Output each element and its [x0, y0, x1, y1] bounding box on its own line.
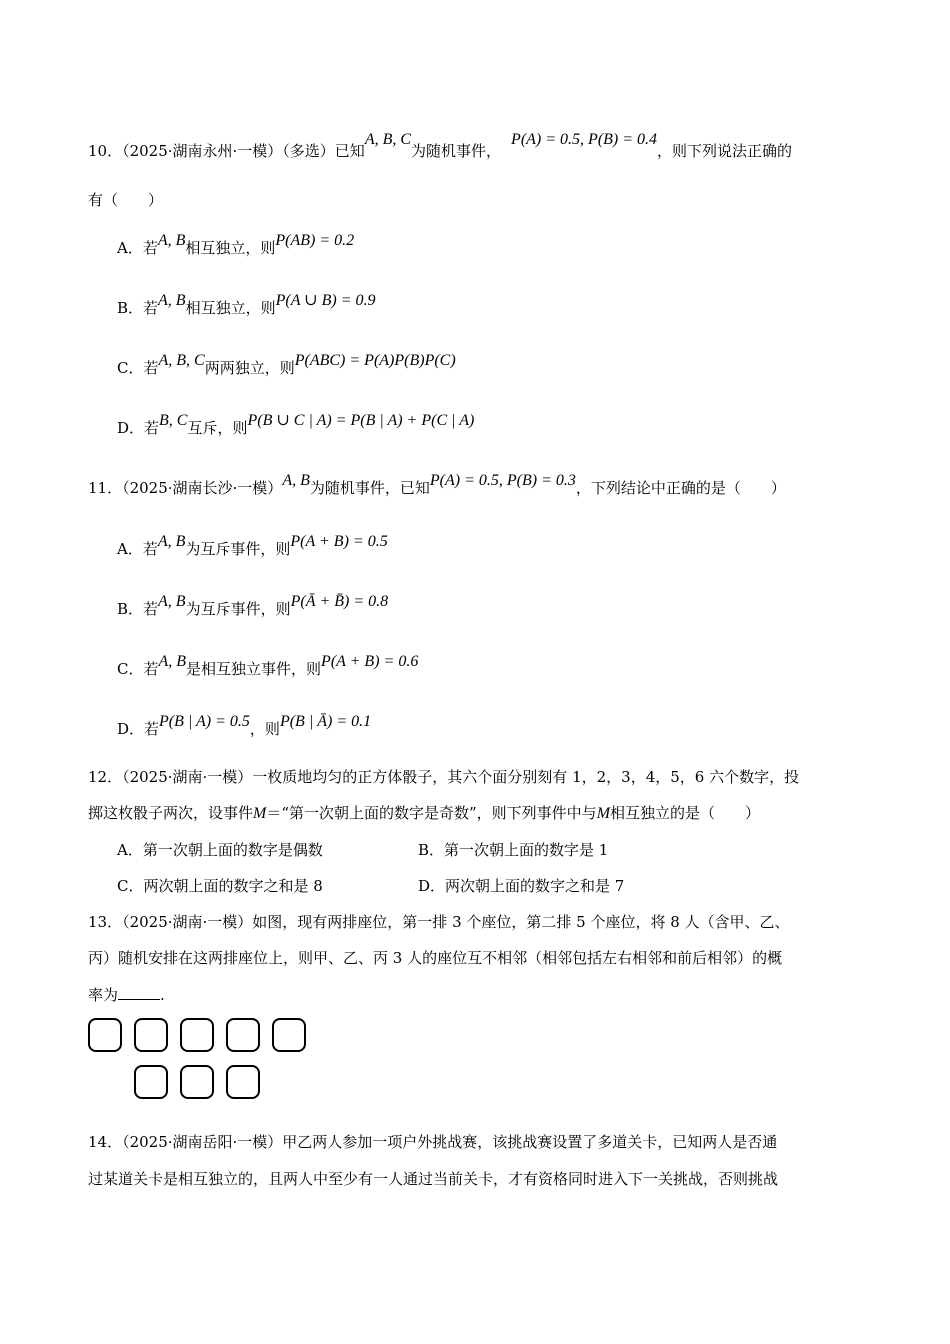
q11-option-b	[117, 593, 389, 620]
seat-back-2	[180, 1065, 214, 1099]
seat-back-3	[226, 1065, 260, 1099]
q10-events-math: A, B, C	[364, 131, 412, 148]
q13-text: （2025·湖南·一模）如图，现有两排座位，第一排 3 个座位，第二排 5 个座位，将 8 人（含甲、乙、	[122, 913, 790, 931]
q10-source: （2025·湖南永州·一模）（多选）已知	[122, 142, 365, 160]
q11-events-math: A, B	[282, 472, 310, 489]
option-text: 为互斥事件，则	[185, 600, 291, 618]
option-label: C．若	[117, 359, 159, 377]
option-math: A, B, C	[158, 352, 205, 369]
q12-line-1	[88, 767, 799, 787]
q12-option-c: C．两次朝上面的数字之和是 8	[117, 877, 323, 895]
q12-math-m: M	[253, 805, 267, 822]
q13-text: 丙）随机安排在这两排座位上，则甲、乙、丙 3 人的座位互不相邻（相邻包括左右相邻和前后相邻）的概	[88, 949, 783, 967]
option-label: B．若	[117, 600, 159, 618]
q12-option-b: B．第一次朝上面的数字是 1	[418, 841, 609, 859]
option-math: P(Ā + B̄) = 0.8	[290, 593, 389, 610]
option-text: ，则	[249, 720, 280, 738]
option-math: P(ABC) = P(A)P(B)P(C)	[294, 352, 456, 369]
q13-line-3	[88, 985, 165, 1005]
option-math: P(A + B) = 0.6	[321, 653, 419, 670]
q12-text: ＝“第一次朝上面的数字是奇数”，则下列事件中与	[266, 804, 597, 822]
q12-text: 掷这枚骰子两次，设事件	[88, 804, 254, 822]
q14-line-2	[88, 1169, 778, 1189]
option-text: 为互斥事件，则	[185, 540, 291, 558]
q10-text-end: ，则下列说法正确的	[657, 142, 793, 160]
q14-number: 14．	[88, 1133, 123, 1151]
q14-line-1	[88, 1132, 777, 1152]
option-label: D．若	[117, 720, 160, 738]
q10-given-math: P(A) = 0.5, P(B) = 0.4	[511, 131, 658, 148]
q11-number: 11．	[88, 479, 123, 497]
q11-source: （2025·湖南长沙·一模）	[122, 479, 283, 497]
q10-option-c	[117, 352, 456, 379]
seat-front-3	[180, 1018, 214, 1052]
option-text: 互斥，则	[187, 419, 248, 437]
q10-number: 10．	[88, 142, 123, 160]
q10-option-a	[117, 232, 355, 259]
q10-option-d	[117, 412, 475, 439]
option-math: P(B ∪ C | A) = P(B | A) + P(C | A)	[247, 412, 475, 429]
q13-text: 率为	[88, 986, 119, 1004]
option-math: A, B	[158, 653, 187, 670]
q10-line2: 有（ ）	[88, 191, 164, 209]
option-label: A．若	[117, 540, 158, 558]
q11-option-a	[117, 533, 388, 560]
q11-text-end: ，下列结论中正确的是（ ）	[575, 479, 786, 497]
option-label: A．若	[117, 239, 158, 257]
q11-option-d	[117, 713, 372, 740]
q12-math-m: M	[596, 805, 611, 822]
seat-front-2	[134, 1018, 168, 1052]
q13-line-1	[88, 912, 790, 932]
option-label: B．若	[117, 299, 159, 317]
option-math: A, B	[158, 292, 186, 309]
seat-front-5	[272, 1018, 306, 1052]
q12-line-2	[88, 803, 760, 824]
seat-front-1	[88, 1018, 122, 1052]
option-math: P(B | Ā) = 0.1	[279, 713, 372, 730]
q13-line-2	[88, 948, 782, 968]
q12-number: 12．	[88, 768, 123, 786]
q14-text: （2025·湖南岳阳·一模）甲乙两人参加一项户外挑战赛，该挑战赛设置了多道关卡，已知两人是否通	[122, 1133, 778, 1151]
option-math: A, B	[158, 593, 186, 610]
option-text: 相互独立，则	[185, 299, 276, 317]
option-label: C．若	[117, 660, 159, 678]
q10-option-b	[117, 292, 376, 319]
q12-option-a: A．第一次朝上面的数字是偶数	[117, 841, 323, 859]
q10-line-1	[88, 131, 793, 162]
option-math: A, B	[157, 533, 186, 550]
q13-text: .	[160, 986, 165, 1004]
q14-text: 过某道关卡是相互独立的，且两人中至少有一人通过当前关卡，才有资格同时进入下一关挑战，否则挑战	[88, 1170, 779, 1188]
q10-text-mid: 为随机事件，	[411, 142, 502, 160]
option-math: P(A + B) = 0.5	[290, 533, 388, 550]
option-math: P(AB) = 0.2	[275, 232, 355, 249]
q11-line-1	[88, 472, 786, 499]
option-label: D．若	[117, 419, 160, 437]
option-text: 相互独立，则	[185, 239, 276, 257]
answer-blank[interactable]	[118, 985, 160, 1000]
q12-option-d: D．两次朝上面的数字之和是 7	[418, 877, 625, 895]
q10-line-2	[88, 190, 163, 210]
q12-text: 相互独立的是（ ）	[610, 804, 761, 822]
seat-front-4	[226, 1018, 260, 1052]
q11-text-mid: 为随机事件，已知	[309, 479, 430, 497]
seat-back-1	[134, 1065, 168, 1099]
option-math: B, C	[159, 412, 188, 429]
option-text: 是相互独立事件，则	[186, 660, 322, 678]
q13-number: 13．	[88, 913, 123, 931]
option-text: 两两独立，则	[204, 359, 295, 377]
option-math: A, B	[157, 232, 186, 249]
option-math: P(B | A) = 0.5	[159, 713, 250, 730]
q12-text: （2025·湖南·一模）一枚质地均匀的正方体骰子，其六个面分别刻有 1，2，3，4，5，6 六个数字，投	[122, 768, 800, 786]
q11-given-math: P(A) = 0.5, P(B) = 0.3	[429, 472, 576, 489]
q11-option-c	[117, 653, 419, 680]
option-math: P(A ∪ B) = 0.9	[275, 292, 376, 309]
